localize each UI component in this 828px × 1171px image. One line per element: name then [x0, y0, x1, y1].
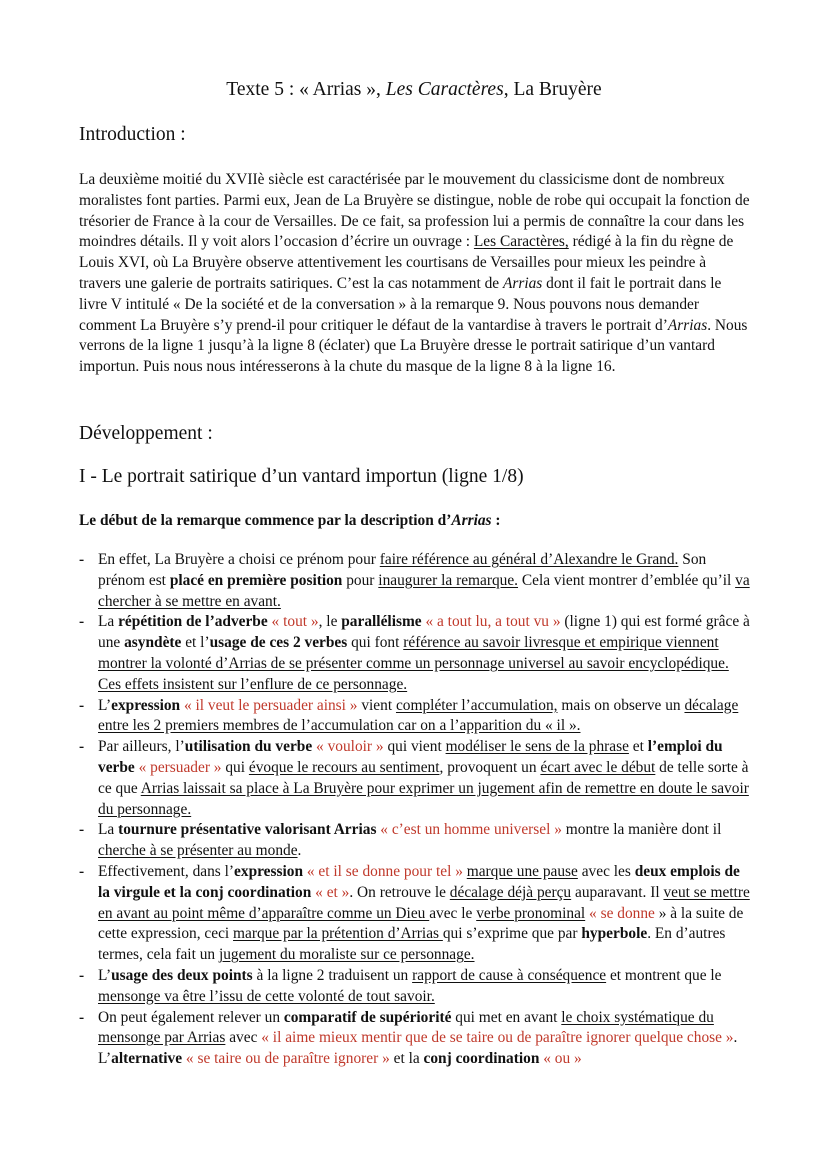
- quoted-citation: « c’est un homme universel »: [376, 821, 562, 839]
- underlined-text: décalage entre les 2 premiers membres de l’accumulation car on a l’apparition du « il ».: [98, 696, 739, 735]
- intro-paragraph: [79, 170, 751, 378]
- bold-term: tournure présentative valorisant Arrias: [118, 821, 377, 839]
- bold-term: alternative: [111, 1050, 183, 1068]
- quoted-citation: « tout »: [267, 613, 319, 631]
- bullet-item: [79, 1008, 751, 1070]
- underlined-text: compléter l’accumulation,: [395, 696, 558, 714]
- text-segment: mais on observe un: [557, 696, 685, 714]
- text-segment: qui font: [347, 634, 404, 652]
- text-segment: Arrias: [667, 316, 708, 334]
- text-segment: auparavant. Il: [571, 883, 664, 901]
- text-segment: qui: [221, 758, 249, 776]
- underlined-text: décalage déjà perçu: [449, 883, 572, 901]
- bold-term: comparatif de supériorité: [283, 1008, 452, 1026]
- text-segment: Par ailleurs, l’: [98, 738, 185, 756]
- underlined-text: Les Caractères,: [473, 233, 569, 251]
- underlined-text: verbe pronominal: [476, 904, 586, 922]
- text-segment: L’: [98, 696, 112, 714]
- underlined-text: va chercher à se mettre en avant.: [98, 571, 750, 610]
- bold-term: expression: [234, 862, 304, 880]
- bold-term: l’emploi du verbe: [98, 738, 723, 776]
- quoted-citation: « il veut le persuader ainsi »: [180, 696, 358, 714]
- text-segment: En effet, La Bruyère a choisi ce prénom pour: [98, 551, 380, 568]
- text-segment: avec le: [429, 904, 477, 922]
- underlined-text: Arrias laissait sa place à La Bruyère pour exprimer un jugement afin de remettre en doute le savoir du personnage.: [98, 779, 749, 818]
- text-segment: Les Caractères: [385, 79, 504, 100]
- text-segment: . L’: [98, 1029, 738, 1068]
- text-segment: et la: [389, 1050, 424, 1068]
- quoted-citation: « ou »: [539, 1050, 582, 1068]
- text-segment: à la ligne 2 traduisent un: [252, 966, 413, 984]
- text-segment: .: [297, 842, 302, 860]
- bullet-item: [79, 737, 751, 820]
- underlined-text: cherche à se présenter au monde: [98, 842, 298, 860]
- development-heading: Développement :: [79, 423, 213, 444]
- text-segment: , La Bruyère: [503, 79, 602, 100]
- dash-bullet-icon: -: [79, 966, 85, 984]
- bold-term: usage de ces 2 verbes: [209, 634, 348, 652]
- underlined-text: veut se mettre en avant au point même d’apparaître comme un Dieu: [98, 883, 750, 922]
- quoted-citation: « et »: [311, 883, 350, 901]
- bold-term: hyperbole: [581, 925, 648, 943]
- analysis-bullet-list: [79, 550, 751, 1070]
- text-segment: . En d’autres termes, cela fait un: [98, 925, 726, 964]
- text-segment: Cela vient montrer d’emblée qu’il: [518, 571, 736, 589]
- underlined-text: écart avec le début: [540, 758, 656, 776]
- quoted-citation: « vouloir »: [312, 738, 384, 756]
- dash-bullet-icon: -: [79, 738, 85, 756]
- text-segment: Son prénom est: [98, 551, 707, 589]
- underlined-text: marque par la prétention d’Arrias: [233, 925, 443, 943]
- text-segment: et montrent que le: [606, 966, 722, 984]
- text-segment: et: [628, 738, 648, 756]
- text-segment: La: [98, 821, 119, 839]
- bold-term: usage des deux points: [111, 966, 253, 984]
- dash-bullet-icon: -: [79, 613, 85, 631]
- dash-bullet-icon: -: [79, 1008, 85, 1026]
- text-segment: » à la suite de cette expression, ceci: [98, 904, 744, 943]
- text-segment: et l’: [181, 634, 210, 652]
- part-heading: I - Le portrait satirique d’un vantard importun (ligne 1/8): [79, 466, 524, 487]
- bold-term: deux emplois de la virgule et la conj coordination: [98, 862, 740, 901]
- text-segment: (ligne 1) qui est formé grâce à une: [98, 613, 750, 652]
- text-segment: Texte 5 : « Arrias »,: [226, 79, 386, 100]
- underlined-text: inaugurer la remarque.: [378, 571, 519, 589]
- text-segment: vient: [357, 696, 396, 714]
- intro-heading: Introduction :: [79, 124, 186, 145]
- underlined-text: évoque le recours au sentiment: [248, 758, 440, 776]
- bullet-item: [79, 696, 751, 738]
- underlined-text: faire référence au général d’Alexandre le Grand.: [379, 551, 679, 568]
- text-segment: de telle sorte à ce que: [98, 758, 749, 797]
- text-segment: , provoquent un: [439, 758, 541, 776]
- bold-term: utilisation du verbe: [184, 738, 313, 756]
- document-title: [0, 78, 828, 102]
- bold-term: placé en première position: [169, 571, 343, 589]
- underlined-text: rapport de cause à conséquence: [412, 966, 607, 984]
- underlined-text: marque une pause: [466, 862, 578, 880]
- quoted-citation: « et il se donne pour tel »: [303, 862, 463, 880]
- text-segment: . On retrouve le: [349, 883, 450, 901]
- bold-term: conj coordination: [423, 1050, 540, 1068]
- dash-bullet-icon: -: [79, 862, 85, 880]
- text-segment: On peut également relever un: [98, 1008, 284, 1026]
- bold-term: répétition de l’adverbe: [118, 613, 268, 631]
- bullet-item: [79, 550, 751, 612]
- text-segment: qui vient: [383, 738, 446, 756]
- underlined-text: référence au savoir livresque et empirique viennent montrer la volonté d’Arrias de se présenter comme un personnage universel au savoir encyclopédique. Ces effets insistent sur l’enflure de ce personnage.: [98, 634, 729, 693]
- bold-term: :: [491, 512, 501, 529]
- text-segment: dont il fait le portrait dans le livre V intitulé « De la société et de la conversation » à la remarque 9. Nous pouvons nous demander comment La Bruyère s’y prend-il pour critiquer le défaut de la vantardise à travers le portrait d’: [79, 274, 722, 334]
- underlined-text: le choix systématique du mensonge par Arrias: [98, 1008, 714, 1047]
- quoted-citation: « se taire ou de paraître ignorer »: [182, 1050, 390, 1068]
- bullet-item: [79, 862, 751, 966]
- bold-term: Le début de la remarque commence par la description d’: [79, 512, 452, 529]
- text-segment: La: [98, 613, 119, 631]
- quoted-citation: « a tout lu, a tout vu »: [421, 613, 561, 631]
- text-segment: montre la manière dont il: [561, 821, 722, 839]
- text-segment: avec les: [577, 862, 635, 880]
- text-segment: pour: [342, 571, 379, 589]
- bold-term: parallélisme: [341, 613, 422, 631]
- underlined-text: mensonge va être l’issu de cette volonté de tout savoir.: [98, 987, 435, 1005]
- bold-term: expression: [111, 696, 181, 714]
- quoted-citation: « il aime mieux mentir que de se taire ou de paraître ignorer quelque chose »: [261, 1029, 734, 1047]
- text-segment: Effectivement, dans l’: [98, 862, 235, 880]
- text-segment: . Nous verrons de la ligne 1 jusqu’à la ligne 8 (éclater) que La Bruyère dresse le portrait satirique d’un vantard importun. Puis nous nous intéresserons à la chute du masque de la ligne 8 à la ligne 16.: [79, 316, 748, 376]
- text-segment: rédigé à la fin du règne de Louis XVI, où La Bruyère observe attentivement les courtisans de Versailles pour mieux les peindre à travers une galerie de portraits satiriques. C’est la cas notamment de: [79, 233, 734, 292]
- bold-term: Arrias: [451, 512, 492, 529]
- dash-bullet-icon: -: [79, 551, 85, 568]
- dash-bullet-icon: -: [79, 821, 85, 839]
- bullet-item: [79, 966, 751, 1008]
- bold-term: asyndète: [124, 634, 182, 652]
- text-segment: L’: [98, 966, 112, 984]
- text-segment: qui s’exprime que par: [442, 925, 582, 943]
- text-segment: La deuxième moitié du XVIIè siècle est caractérisée par le mouvement du classicisme dont de nombreux moralistes font parties. Parmi eux, Jean de La Bruyère se distingue, noble de robe qui occupait la fonction de trésorier de France à la cour de Versailles. De ce fait, sa profession lui a permis de connaître la cour dans les moindres détails. Il y voit alors l’occasion d’écrire un ouvrage :: [79, 171, 750, 251]
- text-segment: qui met en avant: [451, 1008, 562, 1026]
- underlined-text: jugement du moraliste sur ce personnage.: [218, 946, 475, 964]
- bullet-item: [79, 612, 751, 695]
- quoted-citation: « persuader »: [134, 758, 222, 776]
- dash-bullet-icon: -: [79, 696, 85, 714]
- text-segment: , le: [318, 613, 342, 631]
- quoted-citation: « se donne: [585, 904, 655, 922]
- underlined-text: modéliser le sens de la phrase: [445, 738, 629, 756]
- bullet-item: [79, 820, 751, 862]
- subsection-heading: [79, 511, 501, 531]
- text-segment: avec: [225, 1029, 262, 1047]
- text-segment: Arrias: [502, 274, 543, 292]
